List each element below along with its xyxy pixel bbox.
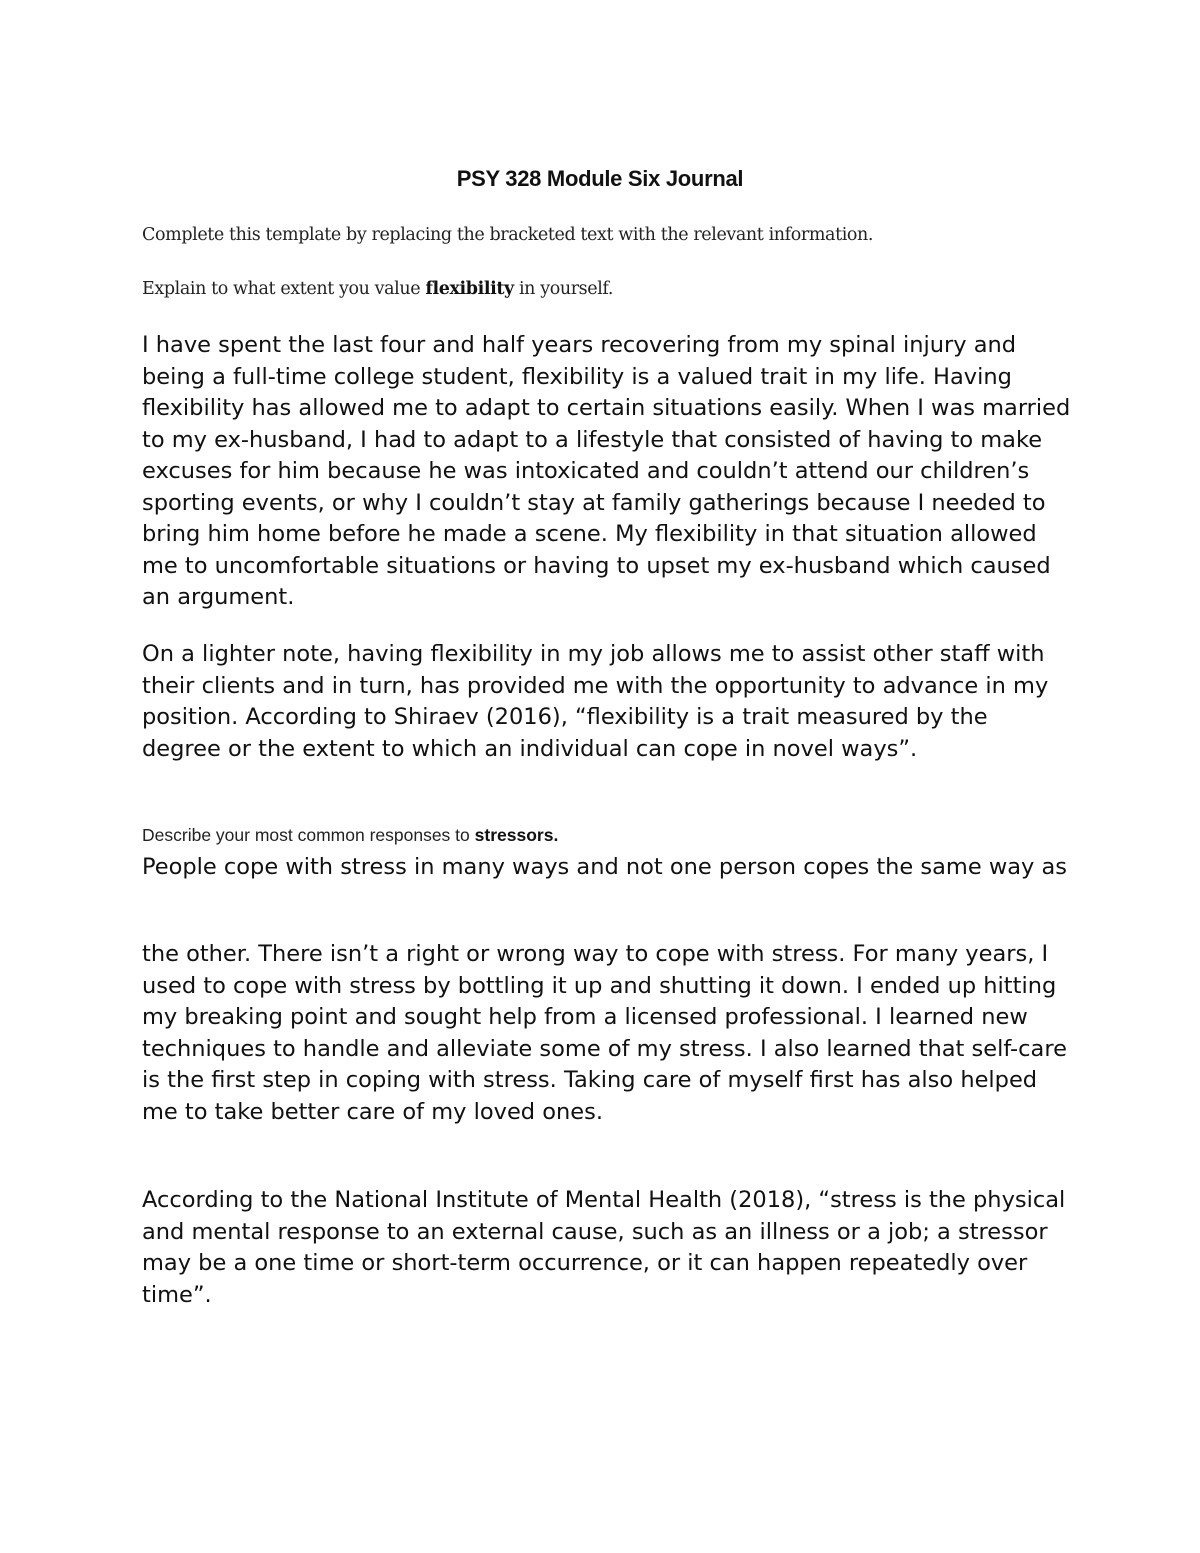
prompt-stressors [142,825,558,846]
document-title: PSY 328 Module Six Journal [456,166,744,191]
template-instructions: Complete this template by replacing the bracketed text with the relevant information. [142,225,874,245]
paragraph-stress-coping: the other. There isn’t a right or wrong way to cope with stress. For many years, I used to cope with stress by bottling it up and shutting it down. I ended up hitting my breaking point and sought help from a licensed professional. I learned new techniques to handle and alleviate some of my stress. I also learned that self-care is the first step in coping with stress. Taking care of myself first has also helped me to take better care of my loved ones. [142,941,1067,1125]
prompt-flexibility-keyword: flexibility [425,279,514,299]
paragraph-flexibility-personal: I have spent the last four and half years recovering from my spinal injury and being a full-time college student, flexibility is a valued trait in my life. Having flexibility has allowed me to adapt to certain situations easily. When I was married to my ex-husband, I had to adapt to a lifestyle that consisted of having to make excuses for him because he was intoxicated and couldn’t attend our children’s sporting events, or why I couldn’t stay at family gatherings because I needed to bring him home before he made a scene. My flexibility in that situation allowed me to uncomfortable situations or having to upset my ex-husband which caused an argument. [142,332,1071,610]
prompt-flexibility-end: in yourself. [513,279,614,299]
paragraph-flexibility-job: On a lighter note, having flexibility in my job allows me to assist other staff with their clients and in turn, has provided me with the opportunity to advance in my position. According to Shiraev (2016), “flexibility is a trait measured by the degree or the extent to which an individual can cope in novel ways”. [142,641,1049,762]
paragraph-stress-intro: People cope with stress in many ways and not one person copes the same way as [142,854,1068,880]
paragraph-stress-definition: According to the National Institute of Mental Health (2018), “stress is the physical and mental response to an external cause, such as an illness or a job; a stressor may be a one time or short-term occurrence, or it can happen repeatedly over time”. [142,1187,1066,1308]
prompt-stressors-text: Describe your most common responses to [142,825,475,845]
prompt-stressors-keyword: stressors. [474,825,559,845]
prompt-flexibility-text: Explain to what extent you value [142,279,426,299]
prompt-flexibility [142,279,613,299]
